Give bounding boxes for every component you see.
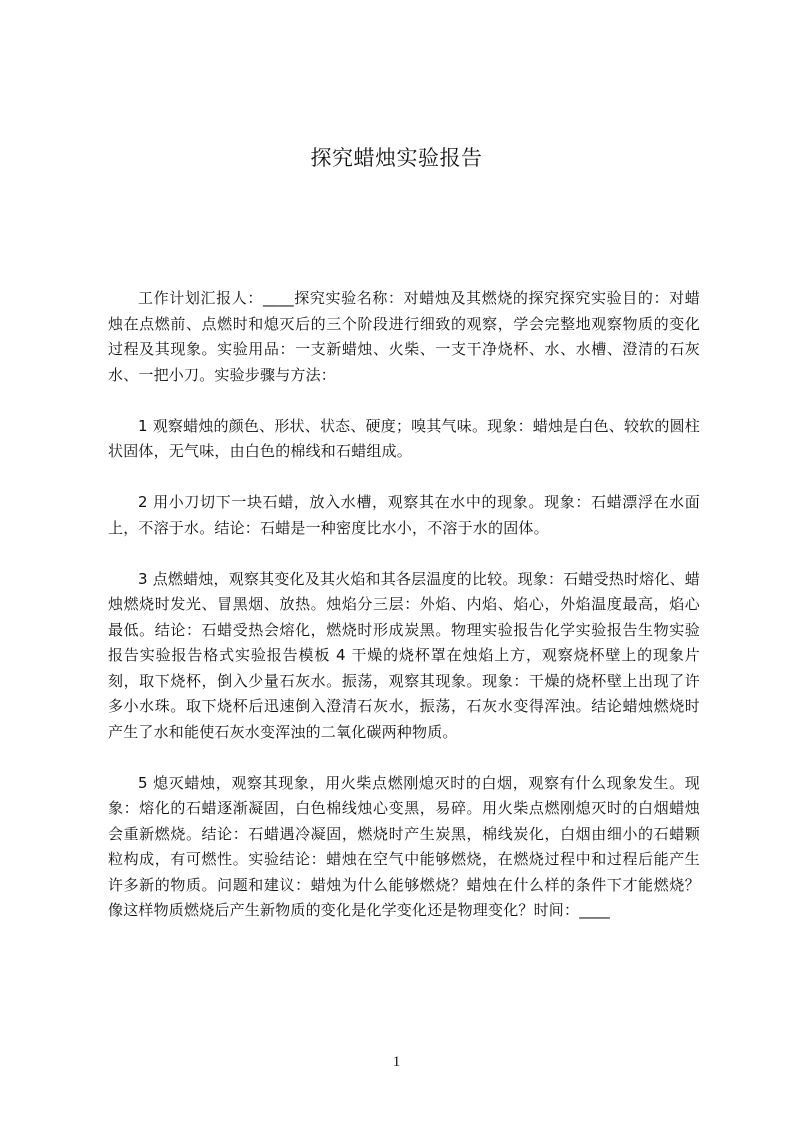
- document-body: [108, 286, 700, 949]
- document-title: 探究蜡烛实验报告: [310, 146, 483, 170]
- paragraph-step-1: 1 观察蜡烛的颜色、形状、状态、硬度；嗅其气味。现象：蜡烛是白色、较软的圆柱状固体，无气味，由白色的棉线和石蜡组成。: [108, 416, 700, 460]
- page-number: 1: [392, 1054, 401, 1070]
- paragraph-step-2: 2 用小刀切下一块石蜡，放入水槽，观察其在水中的现象。现象：石蜡漂浮在水面上，不溶于水。结论：石蜡是一种密度比水小，不溶于水的固体。: [108, 493, 700, 537]
- paragraph-step-3-4: 3 点燃蜡烛，观察其变化及其火焰和其各层温度的比较。现象：石蜡受热时熔化、蜡烛燃烧时发光、冒黑烟、放热。烛焰分三层：外焰、内焰、焰心，外焰温度最高，焰心最低。结论：石蜡受热会熔化，燃烧时形成炭黑。物理实验报告化学实验报告生物实验报告实验报告格式实验报告模板 4 干燥的烧杯罩在烛焰上方，观察烧杯壁上的现象片刻，取下烧杯，倒入少量石灰水。振荡，观察其现象。现象：干燥的烧杯壁上出现了许多小水珠。取下烧杯后迅速倒入澄清石灰水，振荡，石灰水变得浑浊。结论蜡烛燃烧时产生了水和能使石灰水变浑浊的二氧化碳两种物质。: [108, 569, 700, 741]
- paragraph-step-5-conclusion: 5 熄灭蜡烛，观察其现象，用火柴点燃刚熄灭时的白烟，观察有什么现象发生。现象：熔化的石蜡逐渐凝固，白色棉线烛心变黑，易碎。用火柴点燃刚熄灭时的白烟蜡烛会重新燃烧。结论：石蜡遇冷凝固，燃烧时产生炭黑，棉线炭化，白烟由细小的石蜡颗粒构成，有可燃性。实验结论：蜡烛在空气中能够燃烧，在燃烧过程中和过程后能产生许多新的物质。问题和建议：蜡烛为什么能够燃烧？蜡烛在什么样的条件下才能燃烧？像这样物质燃烧后产生新物质的变化是化学变化还是物理变化？时间：____: [108, 773, 700, 919]
- paragraph-intro: 工作计划汇报人：____探究实验名称：对蜡烛及其燃烧的探究探究实验目的：对蜡烛在点燃前、点燃时和熄灭后的三个阶段进行细致的观察，学会完整地观察物质的变化过程及其现象。实验用品：一支新蜡烛、火柴、一支干净烧杯、水、水槽、澄清的石灰水、一把小刀。实验步骤与方法：: [108, 289, 700, 384]
